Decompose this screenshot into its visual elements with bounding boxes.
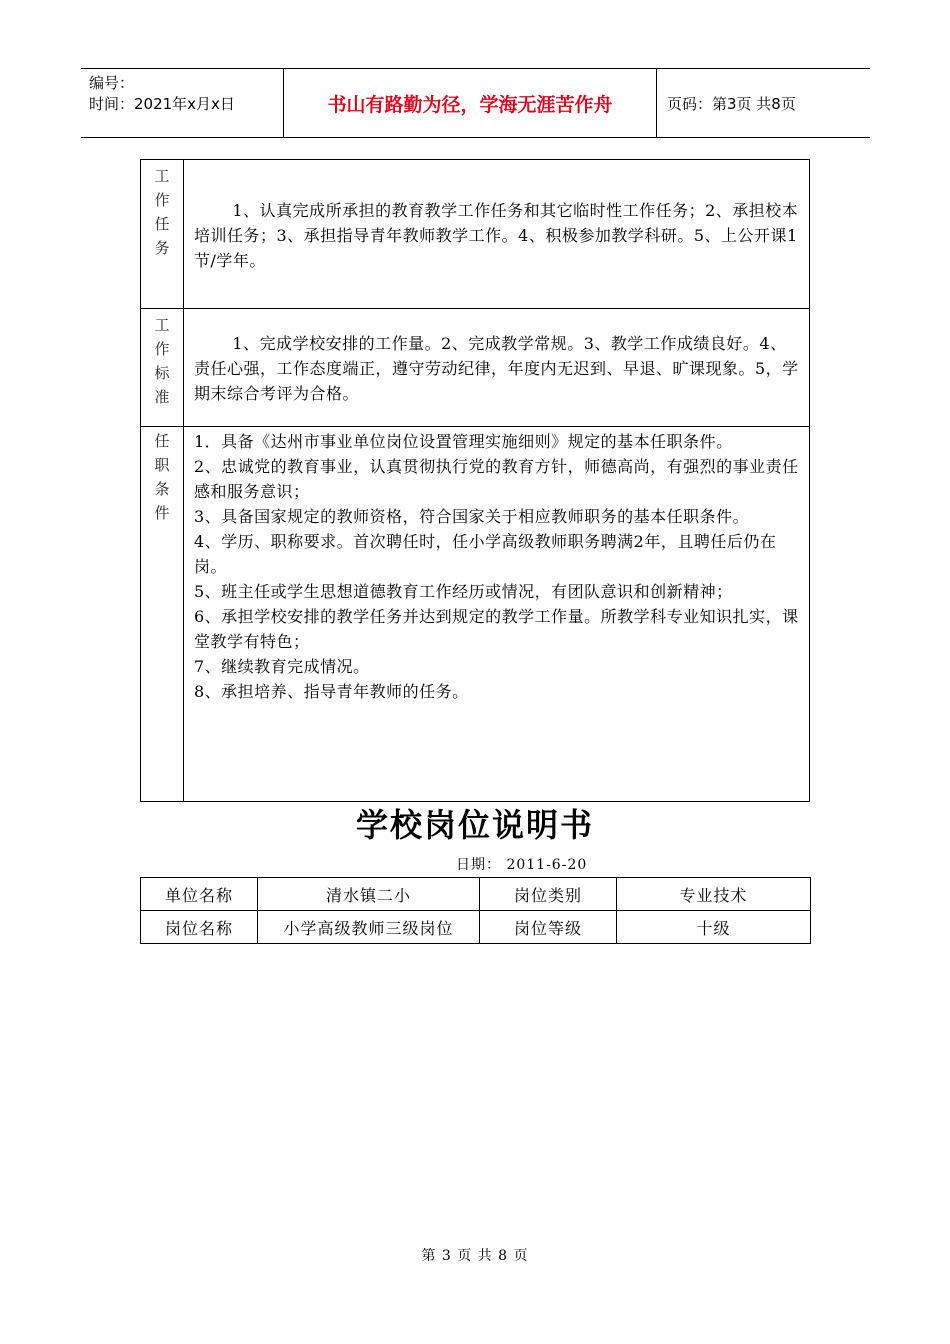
document-title: 学校岗位说明书 <box>355 806 594 844</box>
header-meta <box>81 69 283 137</box>
paragraph: 8、承担培养、指导青年教师的任务。 <box>194 682 469 701</box>
table-row <box>141 309 810 427</box>
table-row <box>141 427 810 802</box>
unit-name-value: 清水镇二小 <box>258 878 480 911</box>
paragraph: 3、具备国家规定的教师资格，符合国家关于相应教师职务的基本任职条件。 <box>194 507 750 526</box>
unit-name-label: 单位名称 <box>141 878 258 911</box>
duty-table <box>140 159 810 802</box>
header-page-number: 页码：第3页 共8页 <box>667 94 796 113</box>
paragraph: 5、班主任或学生思想道德教育工作经历或情况，有团队意识和创新精神； <box>194 582 733 601</box>
post-level-value: 十级 <box>617 911 811 944</box>
post-level-label: 岗位等级 <box>480 911 617 944</box>
table-row <box>141 911 811 944</box>
row-content <box>184 160 810 309</box>
post-category-value: 专业技术 <box>617 878 811 911</box>
page-footer: 第 3 页 共 8 页 <box>421 1248 529 1264</box>
post-name-label: 岗位名称 <box>141 911 258 944</box>
row-content <box>184 427 810 802</box>
paragraph: 1．具备《达州市事业单位岗位设置管理实施细则》规定的基本任职条件。 <box>194 432 733 451</box>
row-content <box>184 309 810 427</box>
post-category-label: 岗位类别 <box>480 878 617 911</box>
document-date: 日期： 2011-6-20 <box>456 857 588 873</box>
header-motto: 书山有路勤为径，学海无涯苦作舟 <box>283 69 657 137</box>
number-label: 编号： <box>89 74 135 92</box>
paragraph: 2、忠诚党的教育事业，认真贯彻执行党的教育方针，师德高尚，有强烈的事业责任感和服务意识； <box>194 457 799 501</box>
paragraph: 4、学历、职称要求。首次聘任时，任小学高级教师职务聘满2年，且聘任后仍在岗。 <box>194 532 777 576</box>
table-row <box>141 160 810 309</box>
post-name-value: 小学高级教师三级岗位 <box>258 911 480 944</box>
paragraph: 1、认真完成所承担的教育教学工作任务和其它临时性工作任务；2、承担校本培训任务；3、承担指导青年教师教学工作。4、积极参加教学科研。5、上公开课1节/学年。 <box>194 201 799 270</box>
row-label: 工 作 任 务 <box>141 160 184 309</box>
page-header <box>81 68 870 138</box>
row-label: 工 作 标 准 <box>141 309 184 427</box>
table-row <box>141 878 811 911</box>
time-label: 时间：2021年x月x日 <box>89 95 235 113</box>
paragraph: 1、完成学校安排的工作量。2、完成教学常规。3、教学工作成绩良好。4、责任心强，工作态度端正，遵守劳动纪律，年度内无迟到、早退、旷课现象。5，学期末综合考评为合格。 <box>194 334 799 403</box>
post-info-table <box>140 877 811 944</box>
paragraph: 7、继续教育完成情况。 <box>194 657 370 676</box>
row-label: 任 职 条 件 <box>141 427 184 802</box>
paragraph: 6、承担学校安排的教学任务并达到规定的教学工作量。所教学科专业知识扎实，课堂教学有特色； <box>194 607 799 651</box>
